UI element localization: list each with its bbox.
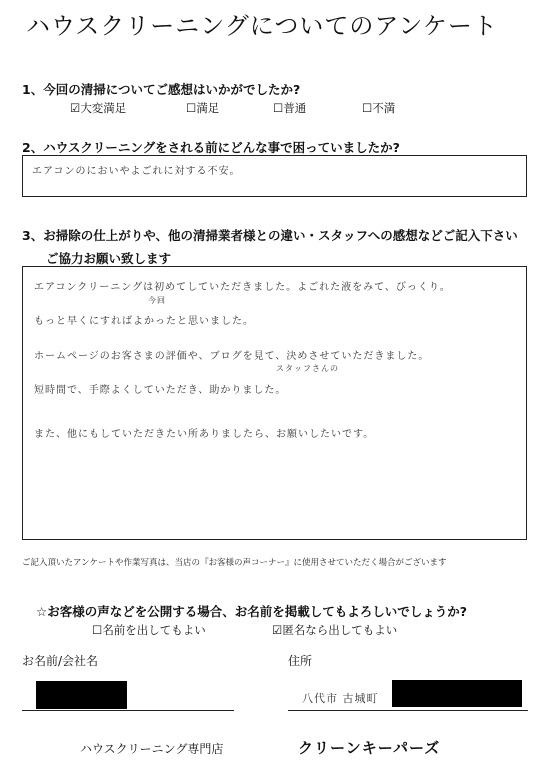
checkbox-empty-icon [362, 101, 372, 115]
q3-insert-staff: スタッフさんの [276, 364, 339, 373]
q3-answer-line-5: また、他にもしていただきたい所ありましたら、お願いしたいです。 [34, 429, 375, 440]
redacted-name [36, 681, 127, 709]
q3-answer-box[interactable] [22, 266, 527, 540]
q3-answer-line-4: 短時間で、手際よくしていただき、助かりました。 [34, 385, 287, 396]
address-visible-text: 八代市 古城町 [302, 692, 379, 705]
consent-question: ☆お客様の声などを公開する場合、お名前を掲載してもよろしいでしょうか? [36, 604, 467, 619]
q3-answer-line-2: もっと早くにすればよかったと思いました。 [34, 316, 254, 327]
shop-type-label: ハウスクリーニング専門店 [80, 742, 224, 756]
redacted-address [392, 680, 522, 707]
checkbox-checked-icon [70, 101, 80, 115]
question-2-label: 2、ハウスクリーニングをされる前にどんな事で困っていましたか? [22, 140, 400, 155]
q1-option-normal[interactable]: ☐ 普通 [273, 100, 306, 116]
name-field-label: お名前/会社名 [22, 654, 99, 668]
q1-option-dissatisfied[interactable]: ☐ 不満 [362, 100, 395, 116]
checkbox-empty-icon [273, 101, 283, 115]
name-field-underline[interactable] [22, 710, 234, 711]
brand-name: クリーンキーパーズ [298, 739, 441, 757]
consent-option-anonymous-ok[interactable]: ☑ 匿名なら出してもよい [272, 622, 397, 638]
q1-option-very-satisfied[interactable]: ☑ 大変満足 [70, 100, 126, 116]
checkbox-empty-icon [92, 623, 102, 637]
question-3-label: 3、お掃除の仕上がりや、他の清掃業者様との違い・スタッフへの感想などご記入下さい [22, 228, 518, 243]
address-field-label: 住所 [288, 654, 313, 668]
q3-insert-konkai: 今回 [148, 296, 166, 305]
question-1-label: 1、今回の清掃についてご感想はいかがでしたか? [22, 82, 301, 97]
address-field-underline[interactable] [288, 710, 528, 711]
q3-answer-line-3: ホームページのお客さまの評価や、ブログを見て、決めさせていただきました。 [34, 351, 430, 362]
checkbox-checked-icon [272, 623, 282, 637]
page-title: ハウスクリーニングについてのアンケート [26, 12, 498, 40]
usage-notice: ご記入頂いたアンケートや作業写真は、当店の『お客様の声コーナー』に使用させていただく場合がございます [22, 558, 447, 568]
q1-option-satisfied[interactable]: ☐ 満足 [186, 100, 219, 116]
q2-answer-text: エアコンのにおいやよごれに対する不安。 [32, 166, 241, 177]
q3-answer-line-1: エアコンクリーニングは初めてしていただきました。よごれた液をみて、びっくり。 [34, 282, 451, 293]
checkbox-empty-icon [186, 101, 196, 115]
question-3-label-2: ご協力お願い致します [46, 251, 172, 266]
consent-option-name-ok[interactable]: ☐ 名前を出してもよい [92, 622, 206, 638]
